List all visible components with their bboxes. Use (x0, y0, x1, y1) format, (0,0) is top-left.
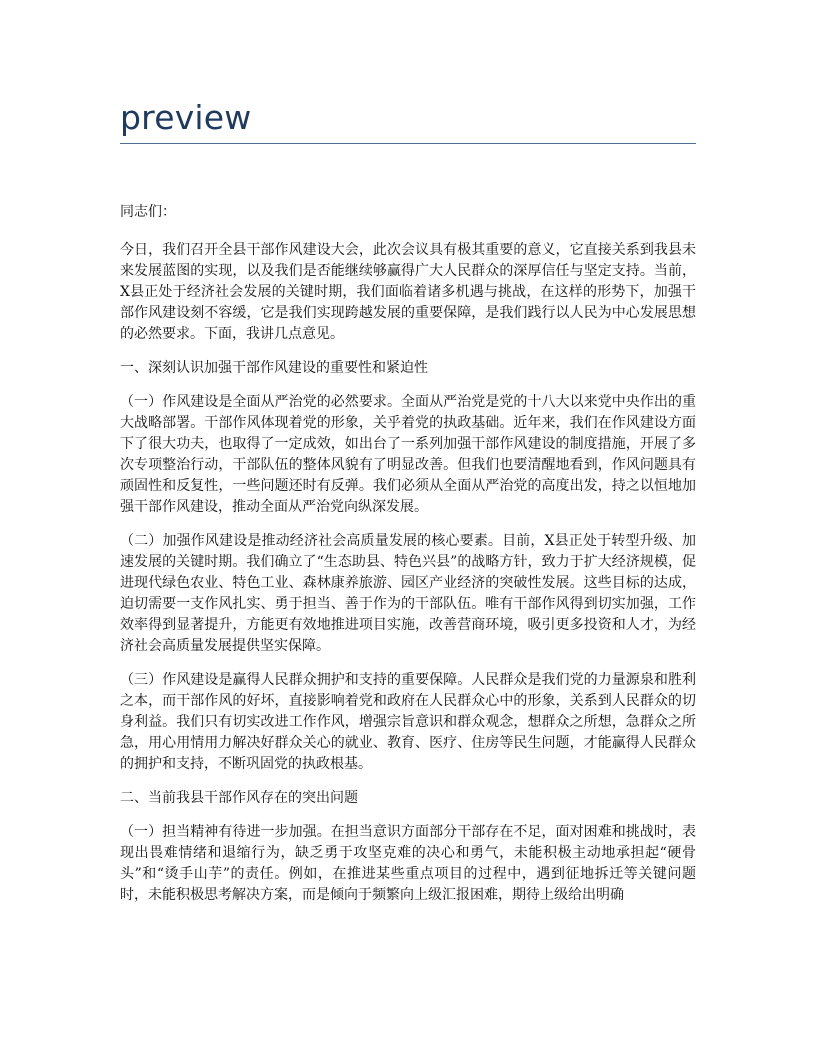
section-heading-2: 二、当前我县干部作风存在的突出问题 (120, 790, 358, 806)
document-body (120, 202, 696, 906)
paragraph-1-1: （一）作风建设是全面从严治党的必然要求。全面从严治党是党的十八大以来党中央作出的重大战略部署。干部作风体现着党的形象，关乎着党的执政基础。近年来，我们在作风建设方面下了很大功夫，也取得了一定成效，如出台了一系列加强干部作风建设的制度措施，开展了多次专项整治行动，干部队伍的整体风貌有了明显改善。但我们也要清醒地看到，作风问题具有顽固性和反复性，一些问题还时有反弹。我们必须从全面从严治党的高度出发，持之以恒地加强干部作风建设，推动全面从严治党向纵深发展。 (120, 394, 696, 515)
paragraph-1-2: （二）加强作风建设是推动经济社会高质量发展的核心要素。目前，X县正处于转型升级、加速发展的关键时期。我们确立了“生态助县、特色兴县”的战略方针，致力于扩大经济规模，促进现代绿色农业、特色工业、森林康养旅游、园区产业经济的突破性发展。这些目标的达成，迫切需要一支作风扎实、勇于担当、善于作为的干部队伍。唯有干部作风得到切实加强，工作效率得到显著提升，方能更有效地推进项目实施，改善营商环境，吸引更多投资和人才，为经济社会高质量发展提供坚实保障。 (120, 533, 696, 654)
document-page (120, 0, 696, 919)
section-heading-1: 一、深刻认识加强干部作风建设的重要性和紧迫性 (120, 360, 428, 376)
title-divider (120, 143, 696, 144)
paragraph-2-1: （一）担当精神有待进一步加强。在担当意识方面部分干部存在不足，面对困难和挑战时，表现出畏难情绪和退缩行为，缺乏勇于攻坚克难的决心和勇气，未能积极主动地承担起“硬骨头”和“烫手山芋”的责任。例如，在推进某些重点项目的过程中，遇到征地拆迁等关键问题时，未能积极思考解决方案，而是倾向于频繁向上级汇报困难，期待上级给出明确 (120, 824, 696, 903)
salutation: 同志们： (120, 204, 176, 220)
paragraph-intro: 今日，我们召开全县干部作风建设大会，此次会议具有极其重要的意义，它直接关系到我县未来发展蓝图的实现，以及我们是否能继续够赢得广大人民群众的深厚信任与坚定支持。当前，X县正处于经济社会发展的关键时期，我们面临着诸多机遇与挑战，在这样的形势下，加强干部作风建设刻不容缓，它是我们实现跨越发展的重要保障，是我们践行以人民为中心发展思想的必然要求。下面，我讲几点意见。 (120, 242, 696, 342)
document-title: preview (120, 98, 252, 137)
paragraph-1-3: （三）作风建设是赢得人民群众拥护和支持的重要保障。人民群众是我们党的力量源泉和胜利之本，而干部作风的好坏，直接影响着党和政府在人民群众心中的形象，关系到人民群众的切身利益。我们只有切实改进工作作风，增强宗旨意识和群众观念，想群众之所想，急群众之所急，用心用情用力解决好群众关心的就业、教育、医疗、住房等民生问题，才能赢得人民群众的拥护和支持，不断巩固党的执政根基。 (120, 672, 696, 772)
